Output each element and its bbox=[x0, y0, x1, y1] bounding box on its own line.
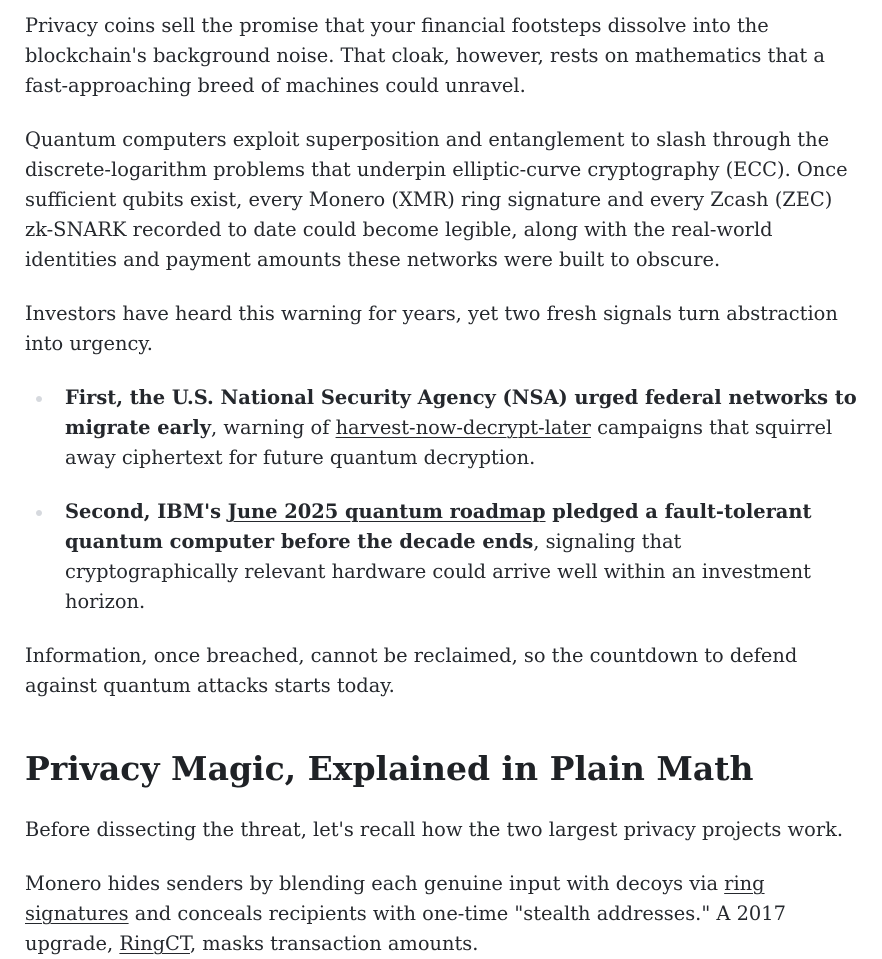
ibm-bold-before-link: Second, IBM's bbox=[65, 500, 228, 523]
ibm-bold-after-link: pledged a fault-tolerant quantum computer before the decade ends bbox=[65, 500, 812, 553]
bullet-dot-icon bbox=[36, 510, 42, 516]
paragraph-recall: Before dissecting the threat, let's recall how the two largest privacy projects work. bbox=[25, 818, 844, 841]
section-heading: Privacy Magic, Explained in Plain Math bbox=[25, 749, 754, 788]
ibm-quantum-roadmap-link[interactable]: June 2025 quantum roadmap bbox=[227, 500, 546, 523]
paragraph-investors: Investors have heard this warning for years, yet two fresh signals turn abstraction into urgency. bbox=[25, 302, 838, 355]
list-item-ibm bbox=[25, 497, 857, 617]
nsa-bold-text: First, the U.S. National Security Agency (NSA) urged federal networks to migrate early bbox=[65, 386, 857, 439]
monero-text-between-links: and conceals recipients with one-time "stealth addresses." A 2017 upgrade, bbox=[25, 902, 786, 955]
monero-text-before-link: Monero hides senders by blending each genuine input with decoys via bbox=[25, 872, 725, 895]
harvest-now-decrypt-later-link[interactable]: harvest-now-decrypt-later bbox=[335, 416, 591, 439]
monero-text-after-link: , masks transaction amounts. bbox=[189, 932, 479, 955]
paragraph-intro: Privacy coins sell the promise that your financial footsteps dissolve into the blockchain's background noise. That cloak, however, rests on mathematics that a fast-approaching breed of machines could unravel. bbox=[25, 14, 825, 97]
list-item-nsa bbox=[25, 383, 857, 473]
paragraph-monero bbox=[25, 869, 857, 959]
signals-list bbox=[25, 383, 857, 617]
ringct-link[interactable]: RingCT bbox=[119, 932, 190, 955]
nsa-text-before-link: , warning of bbox=[211, 416, 336, 439]
ibm-text: , signaling that cryptographically relevant hardware could arrive well within an investment horizon. bbox=[65, 530, 811, 613]
paragraph-countdown: Information, once breached, cannot be reclaimed, so the countdown to defend against quantum attacks starts today. bbox=[25, 644, 798, 697]
ibm-bold-text bbox=[65, 500, 811, 553]
ring-signatures-link[interactable]: ring signatures bbox=[25, 872, 765, 925]
paragraph-quantum: Quantum computers exploit superposition and entanglement to slash through the discrete-logarithm problems that underpin elliptic-curve cryptography (ECC). Once sufficient qubits exist, every Monero (XMR) ring signature and every Zcash (ZEC) zk-SNARK recorded to date could become legible, along with the real-world identities and payment amounts these networks were built to obscure. bbox=[25, 128, 848, 271]
nsa-text-after-link: campaigns that squirrel away ciphertext for future quantum decryption. bbox=[65, 416, 833, 469]
bullet-dot-icon bbox=[36, 396, 42, 402]
